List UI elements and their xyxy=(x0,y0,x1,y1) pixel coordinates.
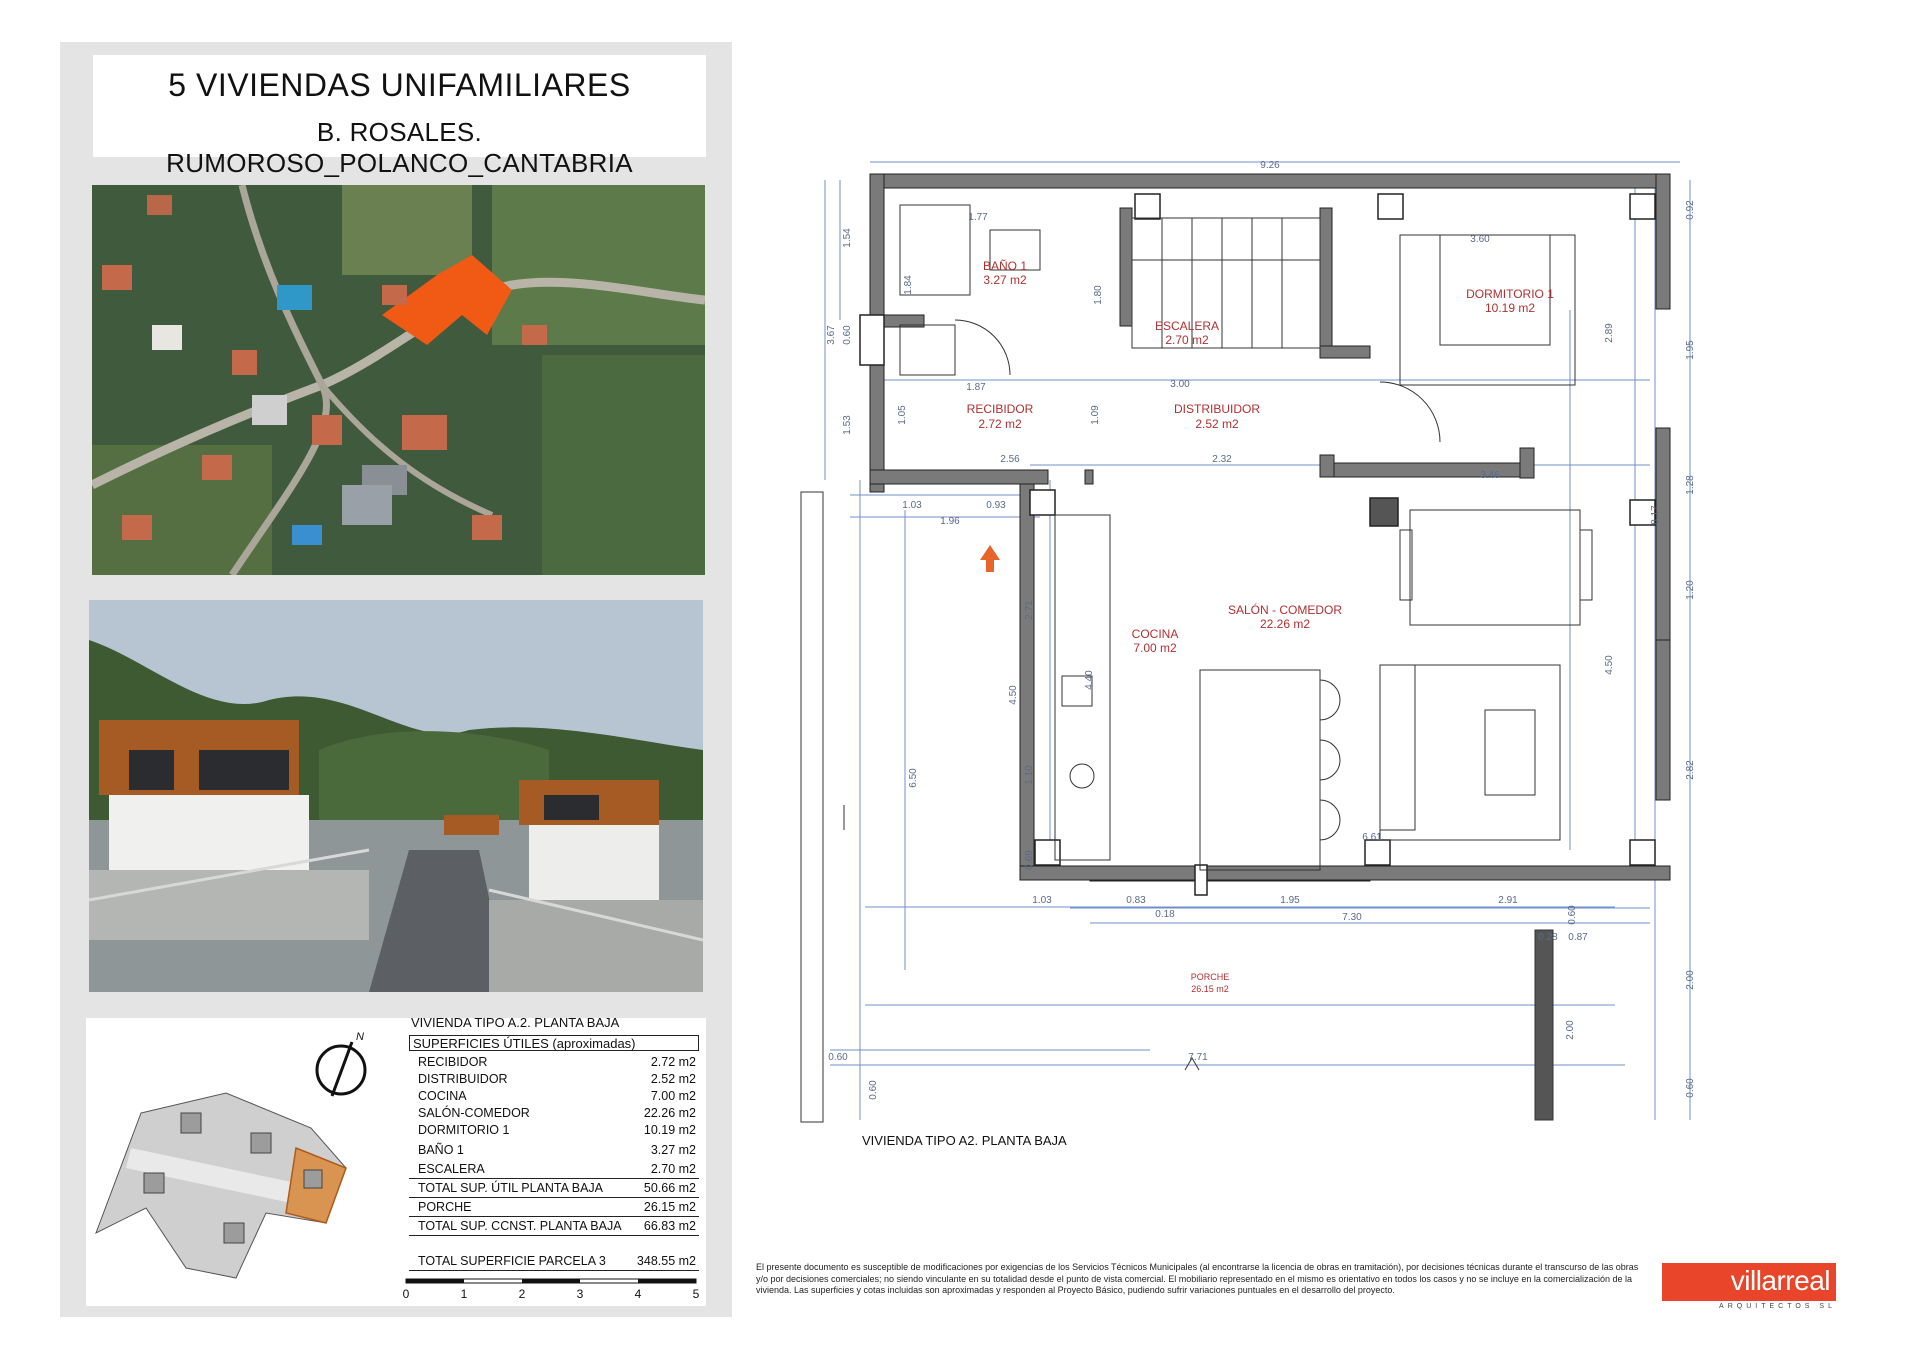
surface-label: SALÓN-COMEDOR xyxy=(418,1106,530,1120)
dimension-label: 0.87 xyxy=(1568,932,1588,943)
dimension-label: 7.71 xyxy=(1188,1052,1208,1063)
logo-subtitle: ARQUITECTOS SL xyxy=(1719,1303,1836,1310)
dimension-label: 1.84 xyxy=(903,275,914,295)
dimension-label: 2.91 xyxy=(1498,895,1518,906)
scale-tick-label: 2 xyxy=(518,1287,526,1301)
dimension-label: 0.18 xyxy=(1155,909,1175,920)
page-title: 5 VIVIENDAS UNIFAMILIARES xyxy=(168,67,631,103)
title-box xyxy=(93,55,706,178)
dimension-label: 6.61 xyxy=(1362,832,1382,843)
surfaces-divider xyxy=(409,1178,699,1179)
dimension-label: 4.50 xyxy=(1008,685,1019,705)
dimension-label: 6.50 xyxy=(908,768,919,788)
surface-label: PORCHE xyxy=(418,1200,472,1214)
surface-value: 7.00 m2 xyxy=(650,1089,696,1103)
dimension-label: 1.77 xyxy=(968,212,988,223)
dimension-label: 1.03 xyxy=(902,500,922,511)
room-name-escalera: ESCALERA xyxy=(1154,319,1220,333)
room-name-dormitorio: DORMITORIO 1 xyxy=(1466,287,1554,301)
surface-value: 66.83 m2 xyxy=(643,1219,696,1233)
dimension-label: 1.54 xyxy=(842,228,853,248)
surface-row xyxy=(418,1200,696,1214)
dimension-label: 2.89 xyxy=(1604,323,1615,343)
site-plan xyxy=(86,1018,396,1306)
dimension-label: 1.96 xyxy=(940,516,960,527)
scale-tick-label: 4 xyxy=(634,1287,642,1301)
floor-plan xyxy=(800,150,1710,1140)
dimension-label: 1.20 xyxy=(1685,580,1696,600)
surface-value: 348.55 m2 xyxy=(636,1254,696,1268)
dimension-label: 3.46 xyxy=(1480,470,1500,481)
surfaces-title: VIVIENDA TIPO A.2. PLANTA BAJA xyxy=(411,1015,620,1030)
room-area-distribuidor: 2.52 m2 xyxy=(1195,417,1239,431)
disclaimer-text: El presente documento es susceptible de modificaciones por exigencias de los Servicios Técnicos Municipales (al encontrarse la licencia de obras en tramitación), por decisiones técnicas durante el transcurso de las obras y/o por decisiones comerciales; no siendo vinculante en su totalidad desde el punto de vista comercial. El mobiliario representado en el mismo es orientativo en todos los casos y no se incluye en la comercialización de la vivienda. Las superficies y cotas incluidas son aproximadas y responden al Proyecto Básico, pudiendo sufrir variaciones puntuales en el desarrollo del proyecto. xyxy=(756,1262,1639,1295)
dimension-label: 1.87 xyxy=(966,382,986,393)
dimension-label: 9.26 xyxy=(1260,160,1280,171)
surface-row xyxy=(418,1162,696,1176)
dimension-label: 2.32 xyxy=(1212,454,1232,465)
dimension-label: 1.10 xyxy=(1024,765,1035,785)
scale-tick-label: 0 xyxy=(403,1287,410,1301)
surface-row xyxy=(418,1106,696,1120)
dimension-label: 0.83 xyxy=(1126,895,1146,906)
room-area-salon: 22.26 m2 xyxy=(1259,617,1311,631)
surface-row xyxy=(418,1123,696,1137)
surface-value: 22.26 m2 xyxy=(643,1106,696,1120)
dimension-label: 0.60 xyxy=(842,325,853,345)
page-subtitle: B. ROSALES. RUMOROSO_POLANCO_CANTABRIA xyxy=(166,117,633,178)
dimension-label: 3.60 xyxy=(1470,234,1490,245)
compass-north-label: N xyxy=(356,1031,364,1043)
surface-value: 50.66 m2 xyxy=(643,1181,696,1195)
surfaces-header: SUPERFICIES ÚTILES (aproximadas) xyxy=(409,1035,699,1051)
surface-label: RECIBIDOR xyxy=(418,1055,488,1069)
room-name-distribuidor: DISTRIBUIDOR xyxy=(1173,402,1261,416)
scale-tick-label: 1 xyxy=(460,1287,468,1301)
aerial-photo xyxy=(92,185,705,575)
dimension-label: 1.05 xyxy=(897,405,908,425)
surface-label: ESCALERA xyxy=(418,1162,485,1176)
surface-value: 2.52 m2 xyxy=(650,1072,696,1086)
surface-total-row xyxy=(418,1219,696,1233)
dimension-label: 0.60 xyxy=(1685,1078,1696,1098)
surface-label: TOTAL SUP. CCNST. PLANTA BAJA xyxy=(418,1219,622,1233)
dimension-label: 4.50 xyxy=(1604,655,1615,675)
dimension-label: 3.67 xyxy=(826,325,837,345)
plan-label: VIVIENDA TIPO A2. PLANTA BAJA xyxy=(862,1133,1067,1148)
scale-tick-label: 5 xyxy=(692,1287,700,1301)
dimension-label: 7.30 xyxy=(1342,912,1362,923)
surfaces-divider xyxy=(409,1235,699,1236)
room-area-porche: 26.15 m2 xyxy=(1191,984,1229,994)
surface-row xyxy=(418,1143,696,1157)
room-area-dormitorio: 10.19 m2 xyxy=(1484,301,1536,315)
surface-label: TOTAL SUPERFICIE PARCELA 3 xyxy=(418,1254,606,1268)
dimension-label: 1.95 xyxy=(1685,340,1696,360)
surface-value: 2.70 m2 xyxy=(650,1162,696,1176)
dimension-label: 1.95 xyxy=(1280,895,1300,906)
room-name-bano: BAÑO 1 xyxy=(982,259,1028,273)
entrance-arrow-icon xyxy=(980,545,1000,572)
dimension-label: 1.09 xyxy=(1090,405,1101,425)
surface-row xyxy=(418,1055,696,1069)
logo-name: villarreal xyxy=(1730,1265,1830,1296)
company-logo xyxy=(1662,1263,1836,1301)
room-name-porche: PORCHE xyxy=(1190,972,1230,982)
dimension-label: 2.56 xyxy=(1000,454,1020,465)
dimension-lines xyxy=(825,162,1690,1120)
surface-value: 3.27 m2 xyxy=(650,1143,696,1157)
dimension-label: 2.00 xyxy=(1565,1020,1576,1040)
room-name-recibidor: RECIBIDOR xyxy=(966,402,1034,416)
dimension-label: 2.00 xyxy=(1685,970,1696,990)
room-area-cocina: 7.00 m2 xyxy=(1133,641,1177,655)
surface-label: DISTRIBUIDOR xyxy=(418,1072,508,1086)
scale-tick-label: 3 xyxy=(576,1287,584,1301)
surface-label: DORMITORIO 1 xyxy=(418,1123,510,1137)
dimension-label: 1.80 xyxy=(1093,285,1104,305)
scale-bar xyxy=(403,1276,703,1306)
surface-label: BAÑO 1 xyxy=(418,1143,464,1157)
dimension-label: 0.60 xyxy=(868,1080,879,1100)
surfaces-divider xyxy=(409,1216,699,1217)
room-name-salon: SALÓN - COMEDOR xyxy=(1227,603,1343,617)
dimension-label: 2.71 xyxy=(1024,600,1035,620)
surface-value: 2.72 m2 xyxy=(650,1055,696,1069)
dimension-label: 2.82 xyxy=(1685,760,1696,780)
surfaces-divider xyxy=(409,1197,699,1198)
dimension-label: 1.28 xyxy=(1685,475,1696,495)
dimension-label: 1.03 xyxy=(1032,895,1052,906)
dimension-label: 0.28 xyxy=(1538,932,1558,943)
surfaces-divider xyxy=(409,1270,699,1271)
surface-row xyxy=(418,1089,696,1103)
room-name-cocina: COCINA xyxy=(1131,627,1179,641)
room-area-escalera: 2.70 m2 xyxy=(1165,333,1209,347)
dimension-label: 0.60 xyxy=(1567,905,1578,925)
surface-value: 10.19 m2 xyxy=(643,1123,696,1137)
surface-row xyxy=(418,1072,696,1086)
surface-label: COCINA xyxy=(418,1089,467,1103)
room-area-recibidor: 2.72 m2 xyxy=(978,417,1022,431)
surface-value: 26.15 m2 xyxy=(643,1200,696,1214)
room-area-bano: 3.27 m2 xyxy=(983,273,1027,287)
surface-label: TOTAL SUP. ÚTIL PLANTA BAJA xyxy=(418,1181,604,1195)
dimension-label: 8.17 xyxy=(1650,505,1661,525)
surface-total-row xyxy=(418,1181,696,1195)
compass xyxy=(317,1031,365,1096)
dimension-label: 0.92 xyxy=(1685,200,1696,220)
dimension-label: 3.00 xyxy=(1170,379,1190,390)
dimension-label: 4.40 xyxy=(1084,670,1095,690)
dimension-label: 1.53 xyxy=(842,415,853,435)
dimension-label: 0.60 xyxy=(828,1052,848,1063)
dimension-label: 0.93 xyxy=(986,500,1006,511)
surface-parcel-row xyxy=(418,1254,696,1268)
dimension-label: 0.69 xyxy=(1024,850,1035,870)
render-image xyxy=(89,600,703,992)
